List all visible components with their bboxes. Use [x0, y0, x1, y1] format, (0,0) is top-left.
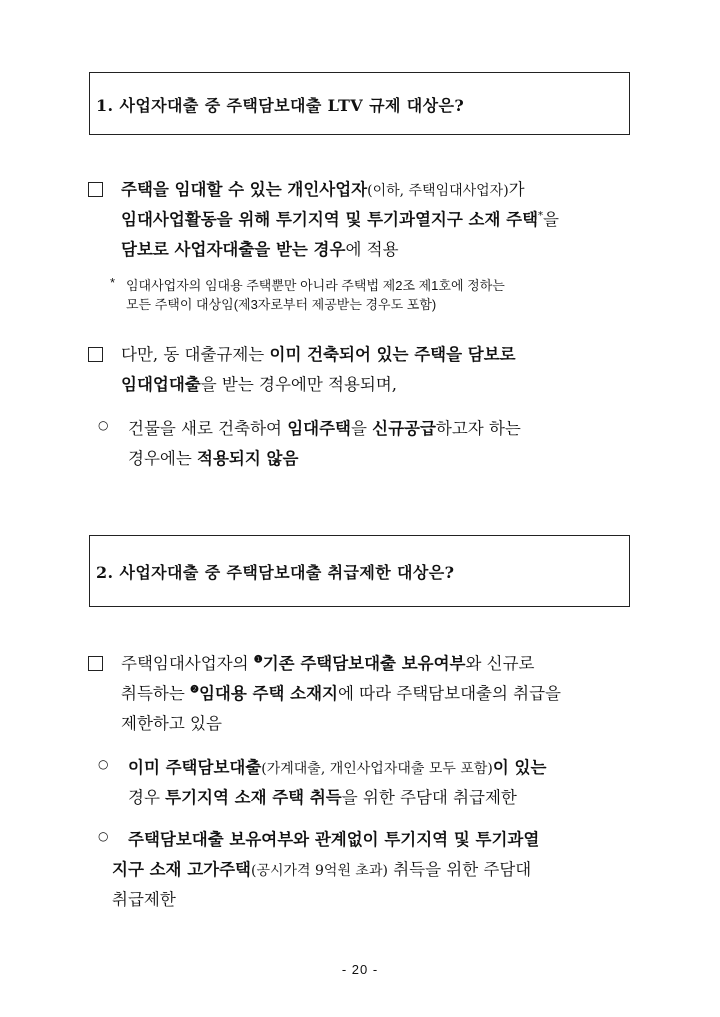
q2-p3-l2-a: 지구 소재 고가주택: [112, 860, 252, 879]
number-1-icon: ❶: [253, 654, 263, 666]
q2-p1-l1-a: 주택임대사업자의: [121, 654, 254, 673]
circle-bullet-icon: ○: [98, 418, 109, 432]
q2-p2-l1-b: (가계대출, 개인사업자대출 모두 포함): [261, 761, 493, 777]
question-1-box: [89, 72, 630, 135]
q1-p1-l2-end: 을: [543, 210, 559, 229]
q2-p2-l1-a: 이미 주택담보대출: [128, 758, 262, 777]
q1-p1-l1-bold: 주택을 임대할 수 있는 개인사업자: [121, 180, 368, 199]
question-1-title: 1. 사업자대출 중 주택담보대출 LTV 규제 대상은?: [96, 96, 465, 115]
q1-p1-l1-paren: (이하, 주택임대사업자): [367, 183, 509, 199]
q1-p2-l2-end: 을 받는 경우에만 적용되며,: [200, 375, 398, 394]
q1-p3-line-1: [128, 415, 521, 439]
q1-p3-l2-a: 경우에는: [128, 449, 198, 468]
q2-p2-line-2: [128, 784, 517, 808]
q1-p3-l1-e: 하고자 하는: [435, 419, 521, 438]
q1-p3-l1-a: 건물을 새로 건축하여: [128, 419, 288, 438]
checkbox-bullet-icon: [88, 656, 103, 671]
q2-p3-l2-b: (공시가격 9억원 초과): [251, 863, 388, 879]
q1-p1-l2-bold: 임대사업활동을 위해 투기지역 및 투기과열지구 소재 주택: [121, 210, 539, 229]
footnote-marker: *: [538, 210, 544, 222]
q2-p1-line-2: [121, 680, 561, 704]
checkbox-bullet-icon: [88, 347, 103, 362]
q1-p2-l2-bold: 임대업대출: [121, 375, 201, 394]
question-2-box: [89, 535, 630, 607]
question-2-title: 2. 사업자대출 중 주택담보대출 취급제한 대상은?: [96, 563, 455, 582]
q1-p2-l1-bold: 이미 건축되어 있는 주택을 담보로: [269, 345, 516, 364]
q1-p3-l1-b: 임대주택: [287, 419, 351, 438]
q2-p2-l1-c: 이 있는: [492, 758, 547, 777]
q1-p3-l1-c: 을: [350, 419, 373, 438]
page-number: - 20 -: [341, 962, 379, 977]
q2-p2-l2-a: 경우: [128, 788, 166, 807]
q2-p2-line-1: [128, 754, 546, 778]
q1-note-line-2: 모든 주택이 대상임(제3자로부터 제공받는 경우도 포함): [126, 297, 437, 312]
q2-p3-l2-c: 취득을 위한 주담대: [387, 860, 532, 879]
q2-p3-line-2: [112, 856, 531, 880]
q1-p1-line-1: [121, 176, 525, 200]
q1-note-line-1: 임대사업자의 임대용 주택뿐만 아니라 주택법 제2조 제1호에 정하는: [126, 278, 505, 293]
checkbox-bullet-icon: [88, 182, 103, 197]
number-2-icon: ❷: [190, 684, 199, 696]
q1-p1-line-2: [121, 206, 559, 230]
q2-p1-l1-c: 와 신규로: [465, 654, 535, 673]
q1-p1-line-3: [121, 236, 399, 260]
q1-p3-l2-b: 적용되지 않음: [197, 449, 299, 468]
q1-p1-l3-end: 에 적용: [345, 240, 399, 259]
q1-p2-line-1: [121, 341, 516, 365]
q2-p1-l1-b: 기존 주택담보대출 보유여부: [262, 654, 466, 673]
q1-p2-line-2: [121, 371, 397, 395]
q2-p1-l2-b: 임대용 주택 소재지: [198, 684, 338, 703]
q2-p2-l2-c: 을 위한 주담대 취급제한: [341, 788, 517, 807]
q2-p1-line-3: 제한하고 있음: [121, 714, 222, 733]
q2-p1-l2-a: 취득하는: [121, 684, 191, 703]
q2-p3-line-3: 취급제한: [112, 890, 176, 909]
q1-p1-l1-end: 가: [508, 180, 525, 199]
circle-bullet-icon: ○: [98, 757, 109, 771]
q2-p3-line-1: 주택담보대출 보유여부와 관계없이 투기지역 및 투기과열: [128, 830, 540, 849]
q1-p1-l3-bold: 담보로 사업자대출을 받는 경우: [121, 240, 346, 259]
q1-p2-l1-start: 다만, 동 대출규제는: [121, 345, 270, 364]
footnote-asterisk: *: [110, 275, 116, 290]
q1-p3-line-2: [128, 445, 298, 469]
q1-p3-l1-d: 신규공급: [372, 419, 436, 438]
circle-bullet-icon: ○: [98, 829, 109, 843]
q2-p1-line-1: [121, 650, 535, 674]
q2-p2-l2-b: 투기지역 소재 주택 취득: [165, 788, 342, 807]
q2-p1-l2-c: 에 따라 주택담보대출의 취급을: [338, 684, 561, 703]
